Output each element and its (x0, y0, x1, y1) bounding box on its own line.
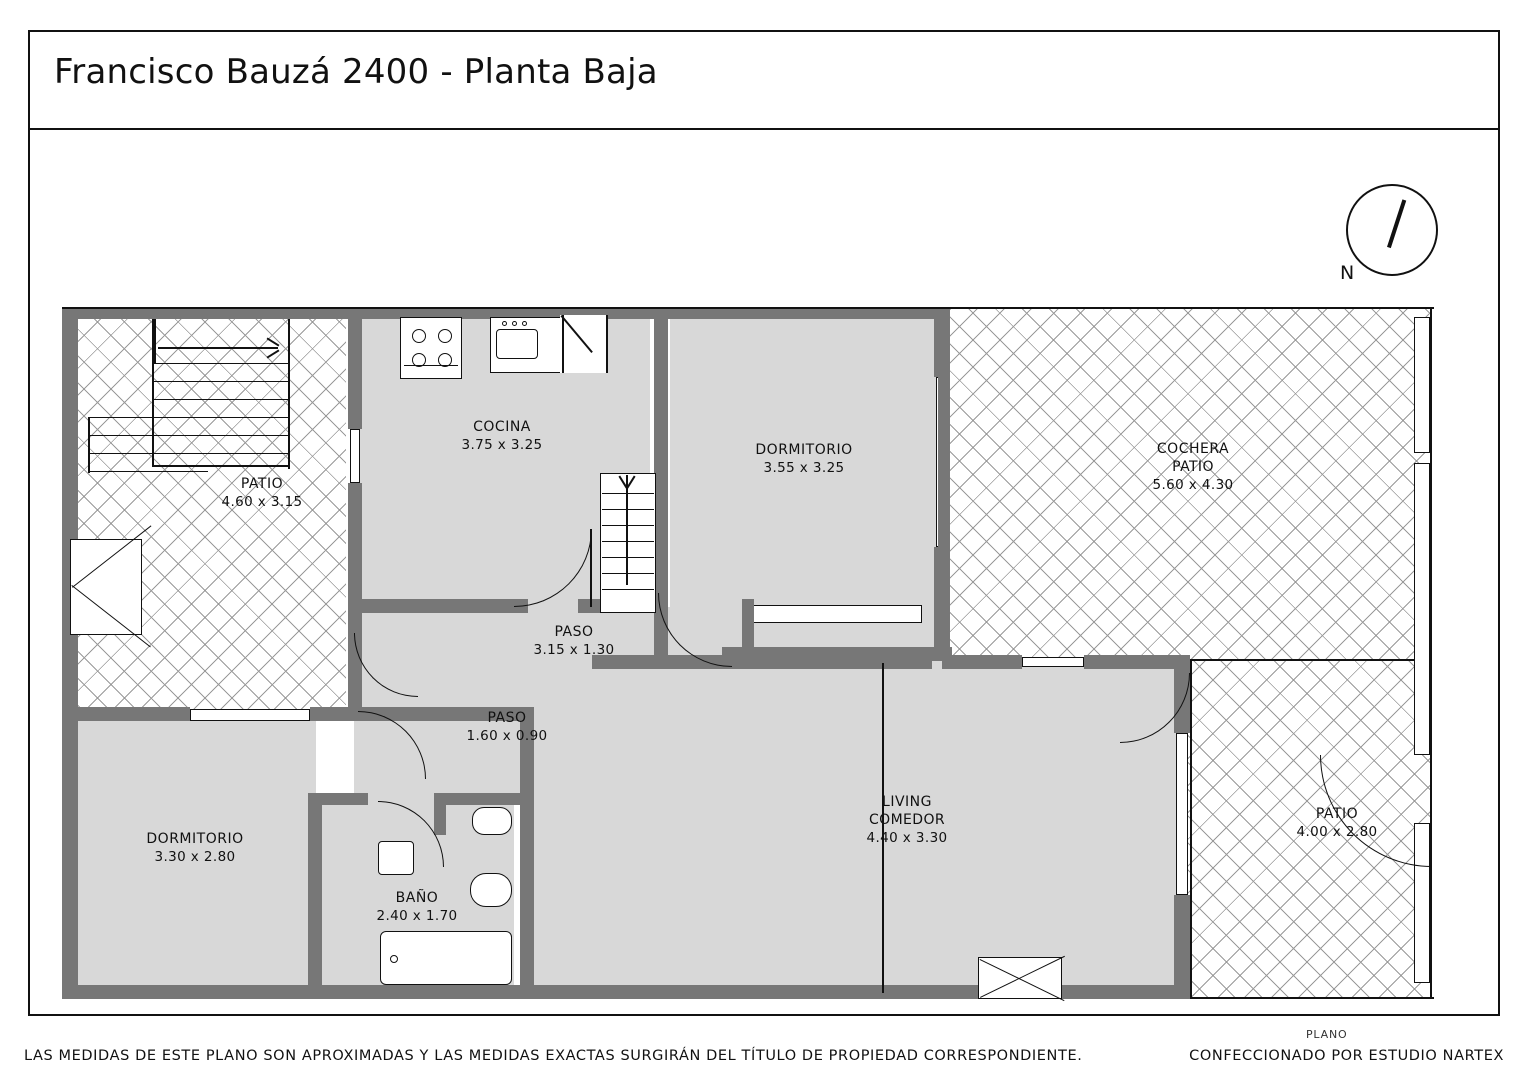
stair-outline-right (152, 465, 288, 467)
room-label-paso1 (494, 623, 654, 659)
stair-riser-4 (88, 417, 290, 418)
window-dorm1-bottom (752, 605, 922, 623)
istair-step-2 (602, 509, 654, 510)
cochera-name-2: PATIO (1172, 459, 1214, 475)
room-label-cocina (422, 418, 582, 454)
window-dorm2-top (190, 709, 310, 721)
patio-front-hatch (64, 309, 346, 719)
author-credit: CONFECCIONADO POR ESTUDIO NARTEX (1189, 1048, 1504, 1064)
patio-back-left-line (1190, 659, 1192, 999)
compass-icon (1346, 184, 1438, 276)
tub-drain-icon (390, 955, 398, 963)
wall-cochera-left (938, 309, 950, 661)
wall-left-lower (62, 721, 78, 999)
wall-living-right-b (1174, 895, 1190, 993)
dorm1-name: DORMITORIO (755, 442, 853, 458)
window-living-right (1176, 733, 1188, 895)
sink-tap-3 (522, 321, 527, 326)
room-label-cochera (1108, 440, 1278, 494)
wall-patio-dorm2-a (70, 707, 190, 721)
gate-right-upper (1414, 317, 1430, 453)
patio-front-name: PATIO (240, 476, 284, 492)
paso1-name: PASO (554, 624, 594, 640)
patio-back-name: PATIO (1315, 806, 1359, 822)
plano-caption: PLANO (1306, 1028, 1348, 1041)
compass-needle (1387, 199, 1406, 248)
istair-step-4 (602, 541, 654, 542)
room-label-dorm2 (112, 830, 278, 866)
istair-step-3 (602, 525, 654, 526)
paso1-dims: 3.15 x 1.30 (533, 642, 615, 658)
room-label-paso2 (427, 709, 587, 745)
cochera-dims: 5.60 x 4.30 (1152, 477, 1234, 493)
kitchen-door-line-c (606, 315, 608, 373)
window-cocina-left (350, 429, 360, 483)
room-label-patio-back (1262, 805, 1412, 841)
paso2-dims: 1.60 x 0.90 (466, 728, 548, 744)
wall-living-top-a (942, 655, 1022, 669)
dorm2-name: DORMITORIO (146, 831, 244, 847)
wall-left-upper (62, 309, 78, 539)
stair-arrow-shaft (158, 347, 278, 349)
stove-controls (404, 365, 458, 366)
room-label-bano (342, 889, 492, 925)
stair-right-edge (288, 319, 290, 469)
wall-living-top-b (1084, 655, 1190, 669)
floor-plan-drawing (62, 303, 1434, 1003)
stair-riser-5 (88, 435, 290, 436)
stair-left-edge (88, 417, 90, 473)
wall-cocina-bottom (348, 599, 528, 613)
living-dims: 4.40 x 3.30 (866, 830, 948, 846)
wall-cocina-left-b (348, 483, 362, 613)
wall-dorm1-left-b (654, 469, 668, 669)
disclaimer-note: LAS MEDIDAS DE ESTE PLANO SON APROXIMADAS Y LAS MEDIDAS EXACTAS SURGIRÁN DEL TÍTULO DE PROPIEDAD CORRESPONDIENTE. (24, 1048, 1083, 1064)
stair-riser-1 (154, 363, 290, 364)
sink-basin (496, 329, 538, 359)
stove-burner-1 (412, 329, 426, 343)
stair-step-1 (154, 319, 156, 363)
paso2-name: PASO (487, 710, 527, 726)
istair-step-7 (602, 589, 654, 590)
compass-north-label: N (1340, 262, 1355, 284)
cocina-dims: 3.75 x 3.25 (461, 437, 543, 453)
bano-dims: 2.40 x 1.70 (376, 908, 458, 924)
stove-burner-2 (438, 329, 452, 343)
wall-paso2-left (348, 613, 362, 713)
wall-top-dorm (654, 309, 944, 319)
living-name-2: COMEDOR (868, 812, 946, 828)
sink-tap-1 (502, 321, 507, 326)
patio-back-dims: 4.00 x 2.80 (1296, 824, 1378, 840)
stair-riser-6 (88, 453, 290, 454)
kitchen-door-line-a (562, 315, 564, 373)
room-label-patio-front (182, 475, 342, 511)
stair-riser-2 (154, 381, 290, 382)
wall-bano-top-a (308, 793, 368, 805)
istair-step-1 (602, 493, 654, 494)
wall-bano-top-b (442, 793, 532, 805)
sink-tap-2 (512, 321, 517, 326)
outer-right-line (1430, 307, 1432, 999)
wall-bano-right (520, 793, 534, 993)
bano-name: BAÑO (395, 890, 439, 906)
stair-riser-3 (154, 399, 290, 400)
wall-top-left (62, 309, 362, 319)
cocina-name: COCINA (473, 419, 531, 435)
wall-cocina-left (348, 309, 362, 429)
dorm1-dims: 3.55 x 3.25 (763, 460, 845, 476)
living-name-1: LIVING (882, 794, 932, 810)
patio-front-dims: 4.60 x 3.15 (221, 494, 303, 510)
cochera-bottom-line (1190, 659, 1432, 661)
stair-riser-7 (88, 471, 208, 472)
wall-dorm1-bottom-sill (742, 599, 754, 649)
istair-arrow (626, 475, 628, 585)
room-label-dorm1 (724, 441, 884, 477)
bathtub-icon (380, 931, 512, 985)
dorm2-dims: 3.30 x 2.80 (154, 849, 236, 865)
page-title: Francisco Bauzá 2400 - Planta Baja (54, 52, 658, 92)
bidet-icon (472, 807, 512, 835)
window-living-top (1022, 657, 1084, 667)
istair-step-5 (602, 557, 654, 558)
room-label-living (824, 793, 990, 847)
window-front-patio (70, 539, 142, 635)
door-leaf-cocina (590, 529, 592, 607)
stove-icon (400, 317, 462, 379)
cochera-name-1: COCHERA (1156, 441, 1230, 457)
gate-right-mid (1414, 463, 1430, 755)
istair-step-6 (602, 573, 654, 574)
wall-dorm1-left (654, 309, 668, 469)
wall-bano-door-jamb (434, 793, 446, 835)
internal-stair-box (600, 473, 656, 613)
wall-dorm2-right (308, 793, 322, 993)
